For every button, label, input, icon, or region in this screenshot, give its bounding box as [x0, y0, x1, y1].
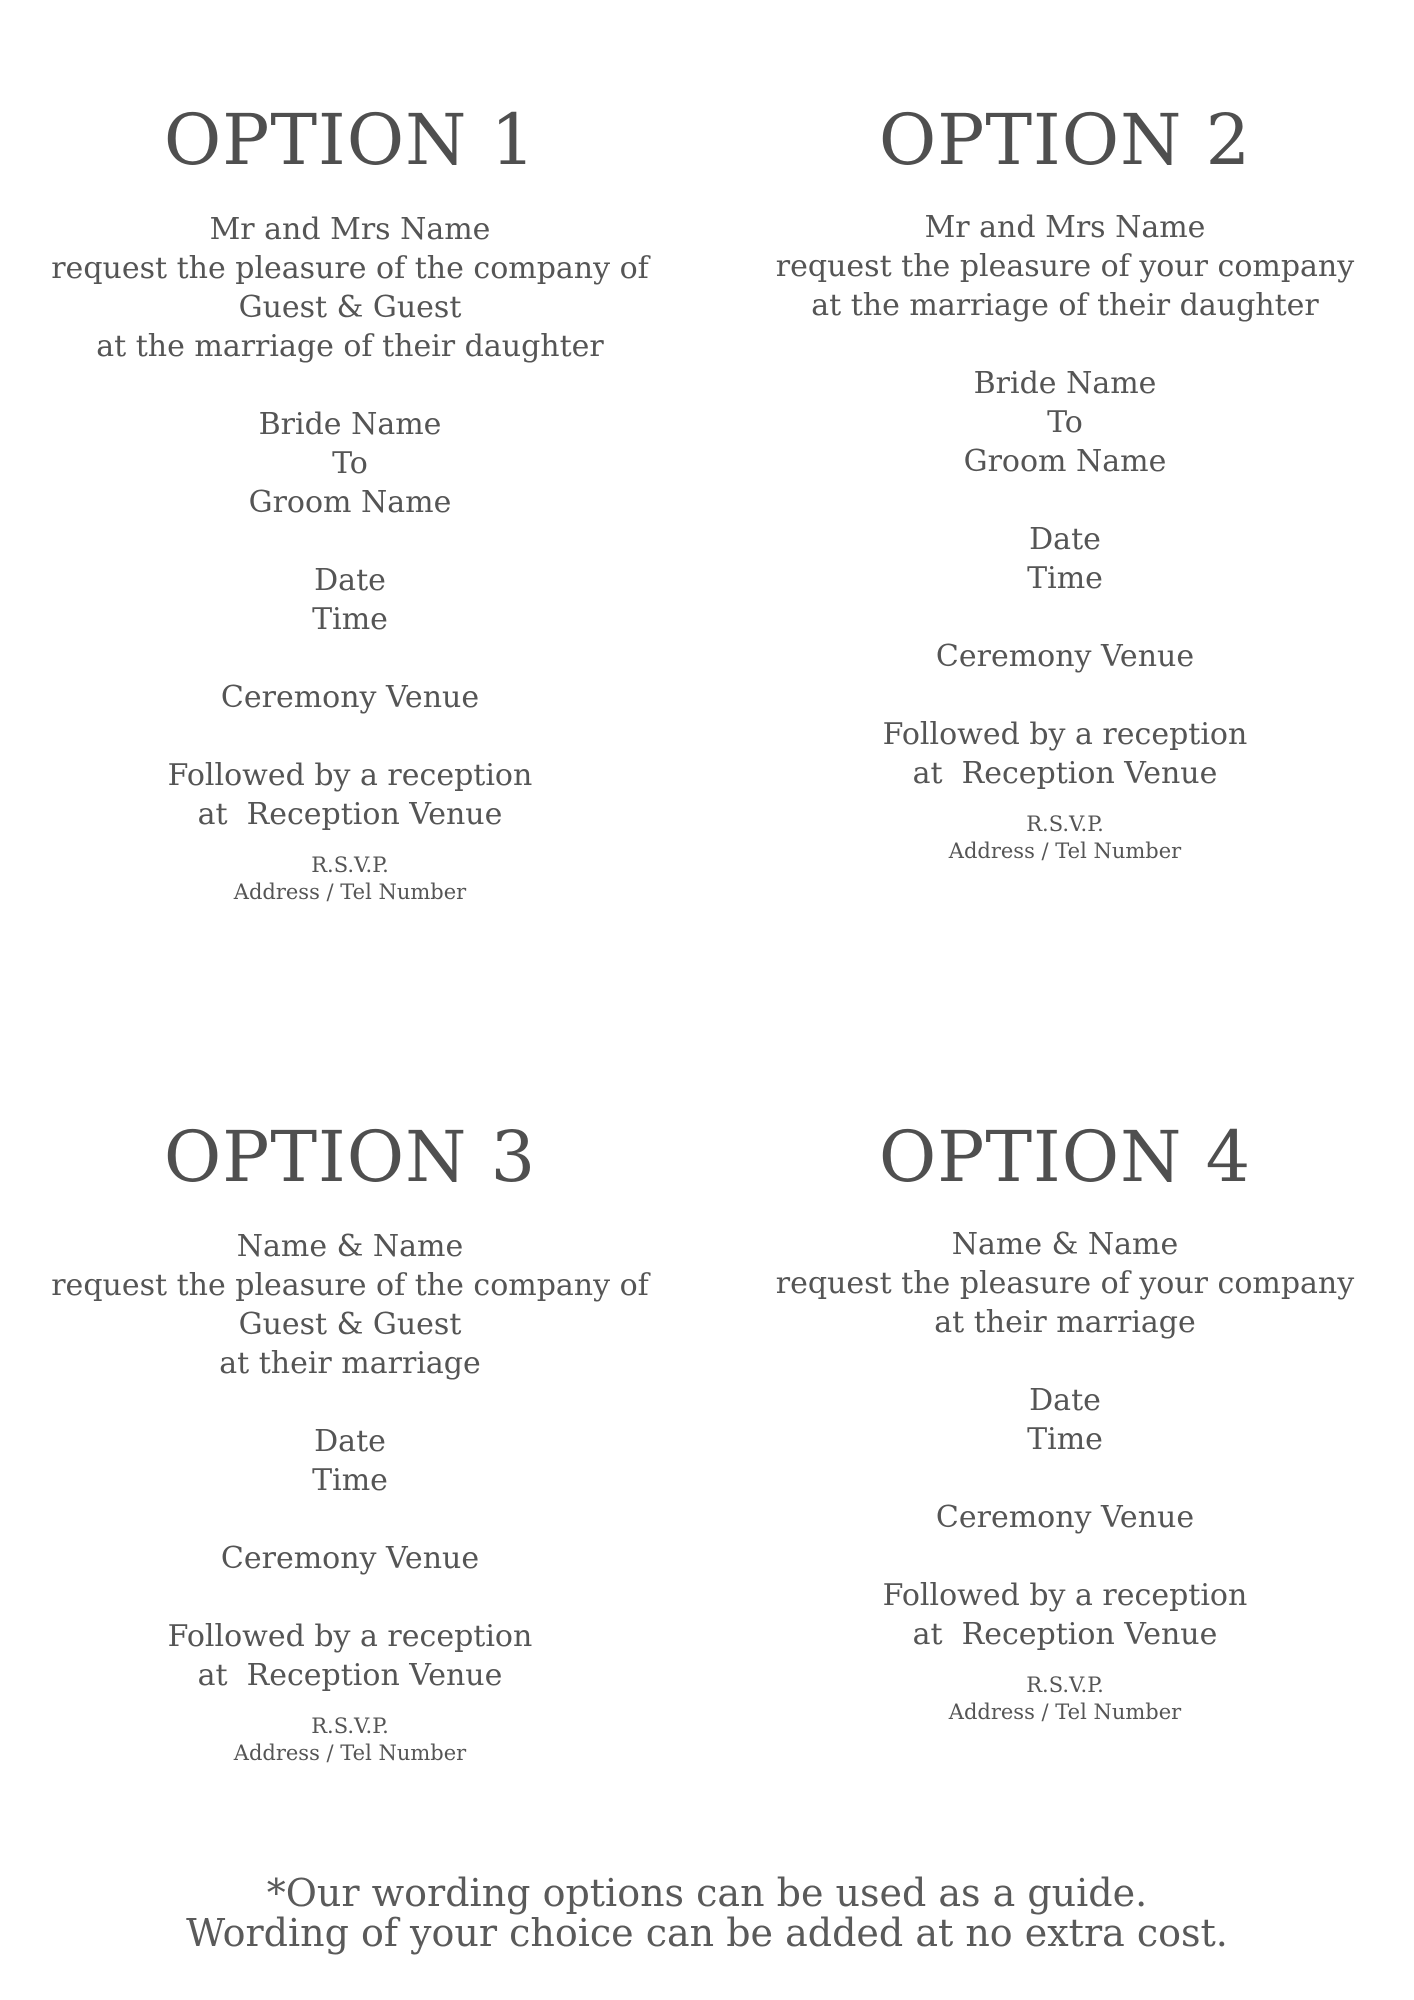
wording-line: Bride Name — [973, 366, 1157, 401]
option-4-card — [735, 1117, 1395, 1726]
blank-line — [20, 366, 680, 405]
wording-line: Time — [1027, 1422, 1103, 1457]
wording-line: Guest & Guest — [238, 290, 462, 325]
rsvp-block — [20, 852, 680, 906]
invitation-wording — [20, 210, 680, 834]
option-title: OPTION 1 — [163, 99, 537, 181]
wording-line: Ceremony Venue — [220, 1541, 480, 1576]
blank-line — [735, 481, 1395, 520]
wording-line: Date — [1029, 1383, 1101, 1418]
rsvp-block — [735, 811, 1395, 865]
blank-line — [20, 1578, 680, 1617]
wording-line: Followed by a reception — [882, 717, 1248, 752]
footer-note — [0, 1873, 1414, 1953]
wording-line: Date — [1029, 522, 1101, 557]
wording-line: Date — [314, 1424, 386, 1459]
wording-line: Date — [314, 563, 386, 598]
wording-line: request the pleasure of the company of — [51, 251, 649, 286]
blank-line — [20, 522, 680, 561]
footer-line-2: Wording of your choice can be added at no extra cost. — [186, 1911, 1228, 1955]
rsvp-contact: Address / Tel Number — [233, 1741, 467, 1765]
rsvp-block — [20, 1713, 680, 1767]
blank-line — [735, 1342, 1395, 1381]
blank-line — [20, 1500, 680, 1539]
rsvp-label: R.S.V.P. — [311, 1714, 389, 1738]
invitation-wording — [735, 1225, 1395, 1654]
wording-line: Guest & Guest — [238, 1307, 462, 1342]
wording-line: Followed by a reception — [167, 1619, 533, 1654]
wording-line: Ceremony Venue — [220, 680, 480, 715]
blank-line — [20, 1383, 680, 1422]
invitation-wording — [20, 1227, 680, 1695]
rsvp-label: R.S.V.P. — [311, 853, 389, 877]
blank-line — [20, 717, 680, 756]
wording-line: at the marriage of their daughter — [811, 288, 1319, 323]
blank-line — [735, 676, 1395, 715]
wording-line: at Reception Venue — [912, 1617, 1218, 1652]
wording-line: at their marriage — [934, 1305, 1196, 1340]
rsvp-label: R.S.V.P. — [1026, 1673, 1104, 1697]
blank-line — [735, 1537, 1395, 1576]
invitation-wording — [735, 208, 1395, 793]
wording-line: Ceremony Venue — [935, 639, 1195, 674]
wording-line: Bride Name — [258, 407, 442, 442]
option-2-card — [735, 100, 1395, 865]
wording-line: Mr and Mrs Name — [924, 210, 1206, 245]
option-1-card — [20, 100, 680, 906]
wording-line: at the marriage of their daughter — [96, 329, 604, 364]
wording-line: Time — [312, 1463, 388, 1498]
rsvp-contact: Address / Tel Number — [948, 839, 1182, 863]
wording-line: Ceremony Venue — [935, 1500, 1195, 1535]
wording-line: request the pleasure of the company of — [51, 1268, 649, 1303]
wording-line: Followed by a reception — [167, 758, 533, 793]
option-title: OPTION 4 — [878, 1116, 1252, 1198]
wording-line: Time — [1027, 561, 1103, 596]
rsvp-contact: Address / Tel Number — [233, 880, 467, 904]
blank-line — [735, 325, 1395, 364]
rsvp-block — [735, 1672, 1395, 1726]
option-title: OPTION 2 — [878, 99, 1252, 181]
option-title: OPTION 3 — [163, 1116, 537, 1198]
wording-line: at their marriage — [219, 1346, 481, 1381]
wording-line: at Reception Venue — [197, 1658, 503, 1693]
blank-line — [735, 1459, 1395, 1498]
wording-line: Mr and Mrs Name — [209, 212, 491, 247]
rsvp-contact: Address / Tel Number — [948, 1700, 1182, 1724]
blank-line — [735, 598, 1395, 637]
wording-line: request the pleasure of your company — [775, 249, 1355, 284]
footer-line-1: *Our wording options can be used as a guide. — [266, 1871, 1148, 1915]
wording-line: Groom Name — [248, 485, 452, 520]
wording-line: Followed by a reception — [882, 1578, 1248, 1613]
wording-line: Time — [312, 602, 388, 637]
wording-line: Groom Name — [963, 444, 1167, 479]
wording-line: Name & Name — [951, 1227, 1179, 1262]
rsvp-label: R.S.V.P. — [1026, 812, 1104, 836]
wording-line: To — [332, 446, 368, 481]
wording-line: request the pleasure of your company — [775, 1266, 1355, 1301]
wording-line: at Reception Venue — [197, 797, 503, 832]
wording-line: at Reception Venue — [912, 756, 1218, 791]
wording-line: To — [1047, 405, 1083, 440]
blank-line — [20, 639, 680, 678]
option-3-card — [20, 1117, 680, 1767]
wording-line: Name & Name — [236, 1229, 464, 1264]
